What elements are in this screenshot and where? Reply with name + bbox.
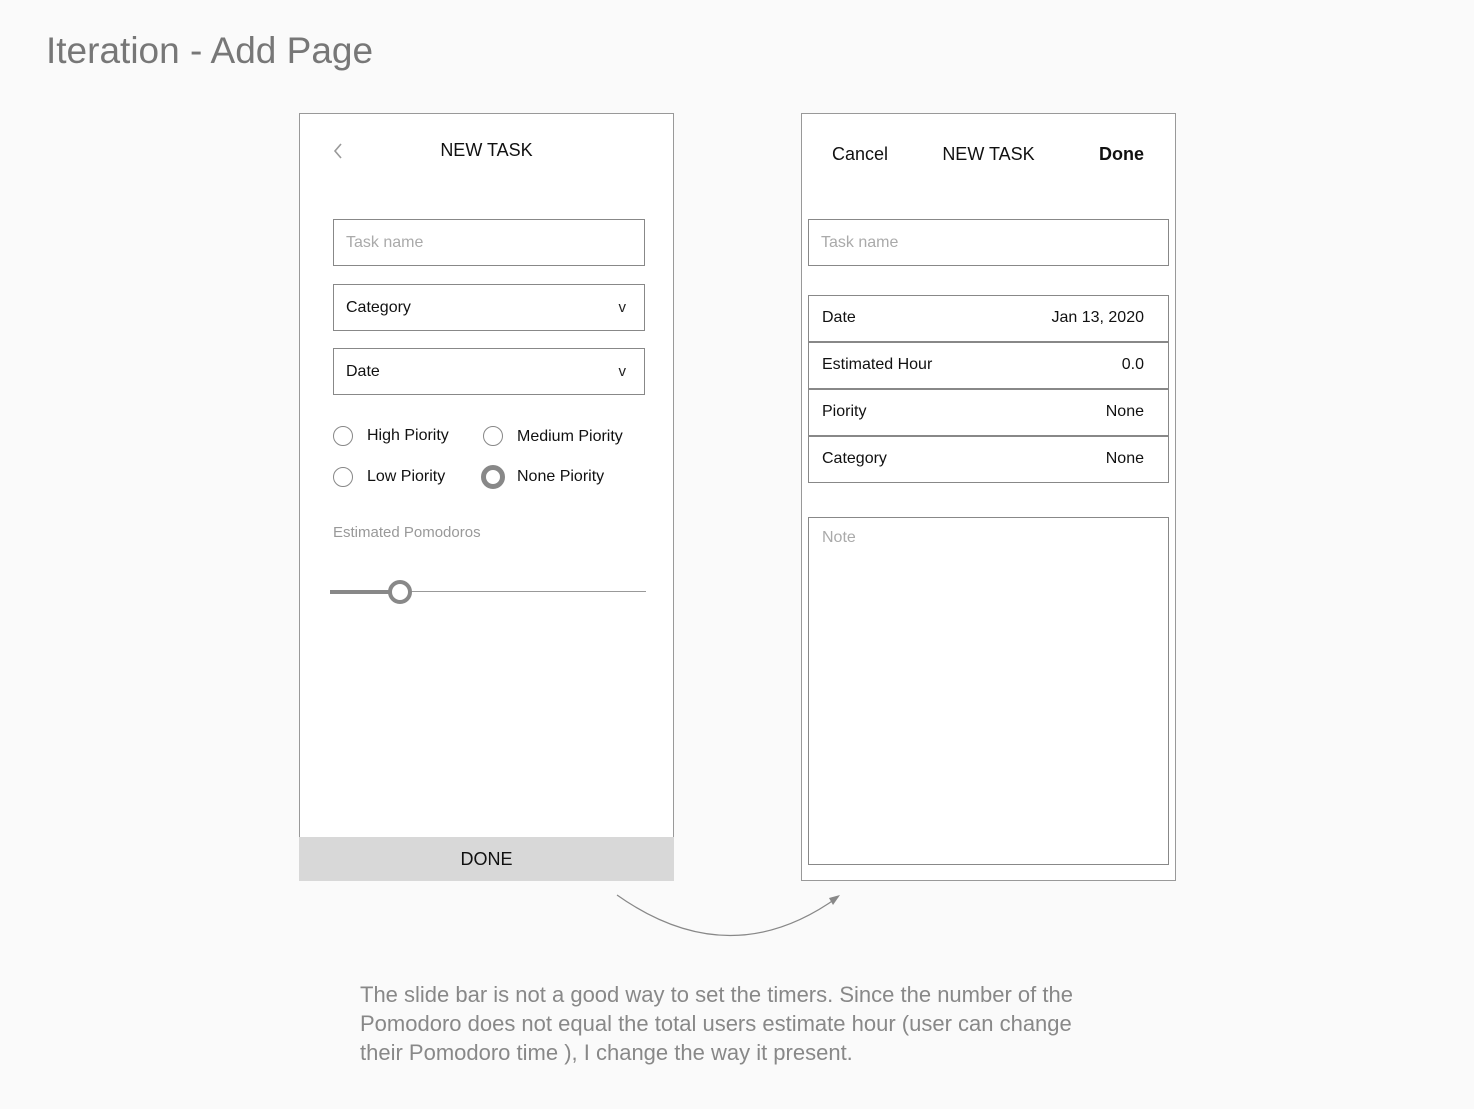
date-row[interactable]: [808, 295, 1169, 342]
note-textarea[interactable]: [808, 517, 1169, 865]
slider-thumb[interactable]: [388, 580, 412, 604]
caption-line: The slide bar is not a good way to set the timers. Since the number of the: [360, 982, 1073, 1007]
row-value: Jan 13, 2020: [1051, 309, 1144, 326]
row-key: Category: [822, 450, 887, 467]
screen-title: NEW TASK: [942, 144, 1035, 164]
caption-line: their Pomodoro time ), I change the way it present.: [360, 1040, 853, 1065]
done-button[interactable]: Done: [1099, 144, 1144, 164]
row-key: Date: [822, 309, 856, 326]
row-key: Piority: [822, 403, 867, 420]
date-label: Date: [346, 362, 380, 380]
none-priority-label: None Piority: [517, 468, 605, 485]
medium-priority-label: Medium Piority: [517, 428, 623, 445]
row-value: None: [1105, 403, 1144, 420]
cancel-button[interactable]: Cancel: [832, 144, 889, 164]
radio-low-priority[interactable]: [333, 467, 353, 487]
low-priority-label: Low Piority: [367, 468, 446, 485]
row-value: 0.0: [1121, 356, 1144, 373]
caption-text: [360, 980, 1120, 1067]
task-name-input[interactable]: [808, 219, 1169, 266]
category-row[interactable]: [808, 436, 1169, 483]
screen-title: NEW TASK: [440, 140, 533, 160]
radio-high-priority[interactable]: [333, 426, 353, 446]
task-name-placeholder: Task name: [821, 233, 899, 251]
phone-screen-new: [801, 113, 1176, 881]
page-title: Iteration - Add Page: [46, 30, 374, 71]
caption-line: Pomodoro does not equal the total users estimate hour (user can change: [360, 1011, 1072, 1036]
done-button[interactable]: DONE: [299, 837, 674, 881]
date-dropdown[interactable]: [333, 348, 645, 395]
task-name-input[interactable]: [333, 219, 645, 266]
task-name-placeholder: Task name: [346, 233, 424, 251]
row-value: None: [1105, 450, 1144, 467]
pomodoro-slider[interactable]: [330, 580, 646, 604]
chevron-down-icon: v: [618, 299, 626, 316]
radio-none-priority[interactable]: [481, 465, 505, 489]
estimated-hour-row[interactable]: [808, 342, 1169, 389]
chevron-down-icon: v: [618, 363, 626, 380]
high-priority-label: High Piority: [367, 427, 449, 444]
note-placeholder: Note: [822, 529, 856, 546]
estimated-pomodoros-label: Estimated Pomodoros: [333, 524, 481, 541]
priority-row[interactable]: [808, 389, 1169, 436]
row-key: Estimated Hour: [822, 356, 933, 373]
transition-arrow-icon: [600, 885, 860, 955]
radio-medium-priority[interactable]: [483, 426, 503, 446]
category-label: Category: [346, 298, 411, 316]
phone-screen-old: [299, 113, 674, 881]
category-dropdown[interactable]: [333, 284, 645, 331]
